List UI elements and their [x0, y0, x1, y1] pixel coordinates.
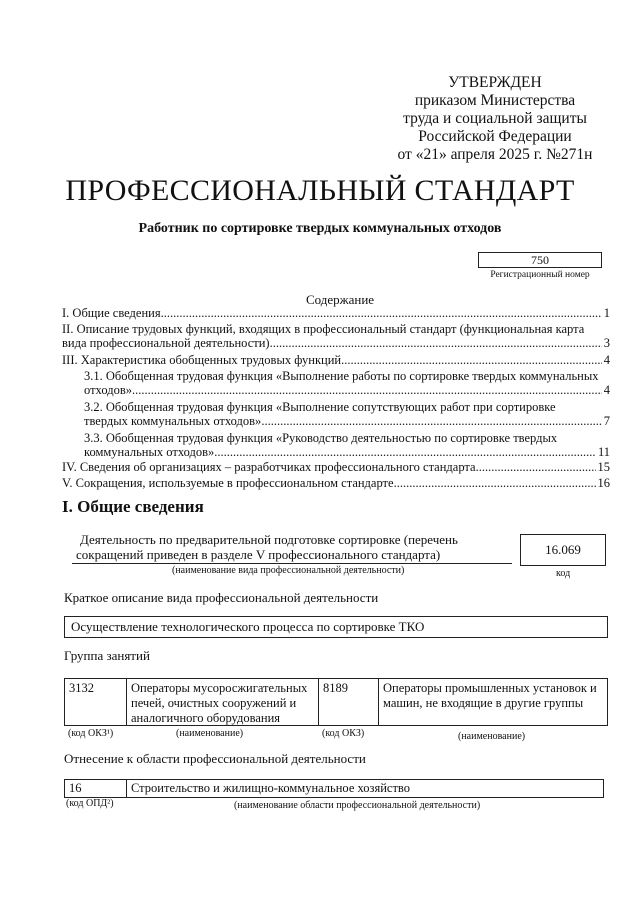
approval-line: от «21» апреля 2025 г. №271н — [397, 146, 593, 163]
field-caption: (наименование области профессиональной деятельности) — [234, 800, 481, 811]
group-caption: (наименование) — [176, 728, 244, 739]
toc-item[interactable]: 3.3. Обобщенная трудовая функция «Руководство деятельностью по сортировке твердых коммунальных отходов» ..... 11 — [84, 431, 610, 459]
toc-item[interactable]: 3.1. Обобщенная трудовая функция «Выполнение работы по сортировке твердых коммунальных отходов» ..... 4 — [84, 369, 610, 397]
toc-page: 4 — [603, 383, 610, 397]
field-table — [64, 779, 604, 798]
group-caption: (наименование) — [458, 731, 526, 742]
approval-line: приказом Министерства — [414, 92, 576, 109]
approval-block — [380, 74, 610, 164]
approval-line: Российской Федерации — [418, 128, 572, 145]
toc-page: 15 — [597, 460, 610, 474]
activity-code: 16.069 — [520, 534, 606, 566]
document-title: ПРОФЕССИОНАЛЬНЫЙ СТАНДАРТ — [65, 174, 575, 207]
toc-item[interactable]: IV. Сведения об организациях – разработчиках профессионального стандарта ..... 15 — [62, 460, 610, 474]
toc-page: 16 — [597, 476, 610, 490]
toc-title: Содержание — [305, 292, 375, 307]
toc-page: 7 — [603, 414, 610, 428]
toc-item[interactable]: III. Характеристика обобщенных трудовых функций ..... 4 — [62, 353, 610, 367]
toc-page: 1 — [603, 306, 610, 320]
approval-line: труда и социальной защиты — [403, 110, 587, 127]
registration-number: 750 — [478, 252, 602, 268]
group-code: 8189 — [319, 679, 379, 725]
toc-item[interactable]: V. Сокращения, используемые в профессиональном стандарте ..... 16 — [62, 476, 610, 490]
registration-label: Регистрационный номер — [490, 270, 590, 280]
activity-caption: (наименование вида профессиональной деятельности) — [172, 565, 405, 576]
approval-line: УТВЕРЖДЕН — [448, 74, 542, 91]
toc-item[interactable]: 3.2. Обобщенная трудовая функция «Выполнение сопутствующих работ при сортировке твердых коммунальных отходов» ..... 7 — [84, 400, 610, 428]
code-label: код — [556, 568, 571, 579]
field-name: Строительство и жилищно-коммунальное хозяйство — [131, 781, 410, 795]
group-label: Группа занятий — [64, 648, 150, 663]
purpose-text: Осуществление технологического процесса по сортировке ТКО — [64, 616, 608, 638]
purpose-label: Краткое описание вида профессиональной деятельности — [64, 590, 379, 605]
field-caption: (код ОПД²) — [66, 798, 114, 809]
group-name: Операторы мусоросжигательных печей, очистных сооружений и аналогичного оборудования — [127, 679, 319, 725]
group-caption: (код ОКЗ¹) — [68, 728, 114, 739]
group-name: Операторы промышленных установок и машин, не входящие в другие группы — [383, 681, 597, 710]
group-caption: (код ОКЗ) — [322, 728, 365, 739]
group-code: 3132 — [65, 679, 127, 725]
field-code: 16 — [65, 780, 127, 797]
toc-page: 4 — [603, 353, 610, 367]
document-subtitle: Работник по сортировке твердых коммунальных отходов — [138, 221, 502, 236]
toc-page: 11 — [597, 445, 610, 459]
toc-item[interactable]: II. Описание трудовых функций, входящих в профессиональный стандарт (функциональная карта вида профессиональной деятельности) ..... 3 — [62, 322, 610, 350]
section-heading: I. Общие сведения — [62, 497, 204, 516]
toc-item[interactable]: I. Общие сведения ..... 1 — [62, 306, 610, 320]
field-label: Отнесение к области профессиональной деятельности — [64, 751, 366, 766]
activity-name-line1: Деятельность по предварительной подготовке сортировке (перечень — [80, 532, 458, 547]
group-table — [64, 678, 608, 726]
activity-name-line2: сокращений приведен в разделе V профессионального стандарта) — [72, 547, 512, 564]
toc-page: 3 — [603, 336, 610, 350]
